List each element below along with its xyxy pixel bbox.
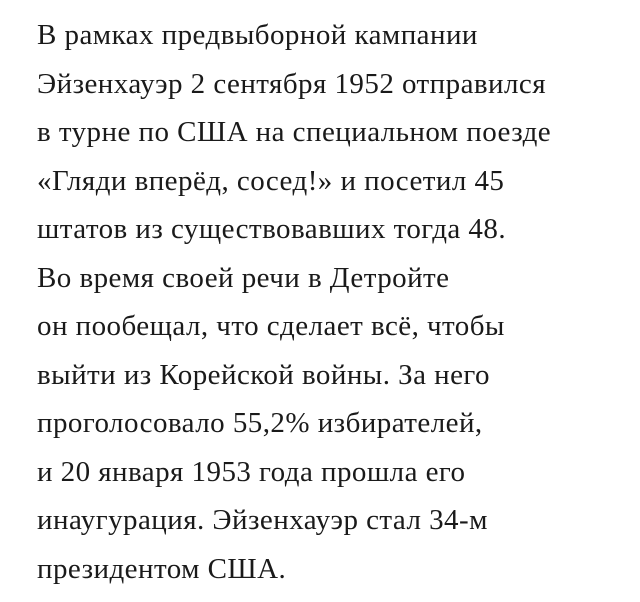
article-line-10: и 20 января 1953 года прошла его (37, 455, 466, 488)
article-line-3: в турне по США на специальном поезде (37, 116, 552, 148)
article-line-6: Во время своей речи в Детройте (37, 261, 450, 294)
article-line-2: Эйзенхауэр 2 сентября 1952 отправился (37, 67, 547, 100)
article-line-4: «Гляди вперёд, сосед!» и посетил 45 (37, 164, 505, 197)
article-line-8: выйти из Корейской войны. За него (37, 358, 490, 391)
article-line-9: проголосовало 55,2% избирателей, (37, 407, 483, 439)
article-line-1: В рамках предвыборной кампании (37, 19, 478, 51)
article-line-11: инаугурация. Эйзенхауэр стал 34-м (37, 504, 488, 536)
article-paragraph (37, 11, 632, 593)
article-line-12: президентом США. (37, 552, 287, 585)
article-line-7: он пообещал, что сделает всё, чтобы (37, 310, 505, 342)
article-line-5: штатов из существовавших тогда 48. (37, 213, 507, 245)
